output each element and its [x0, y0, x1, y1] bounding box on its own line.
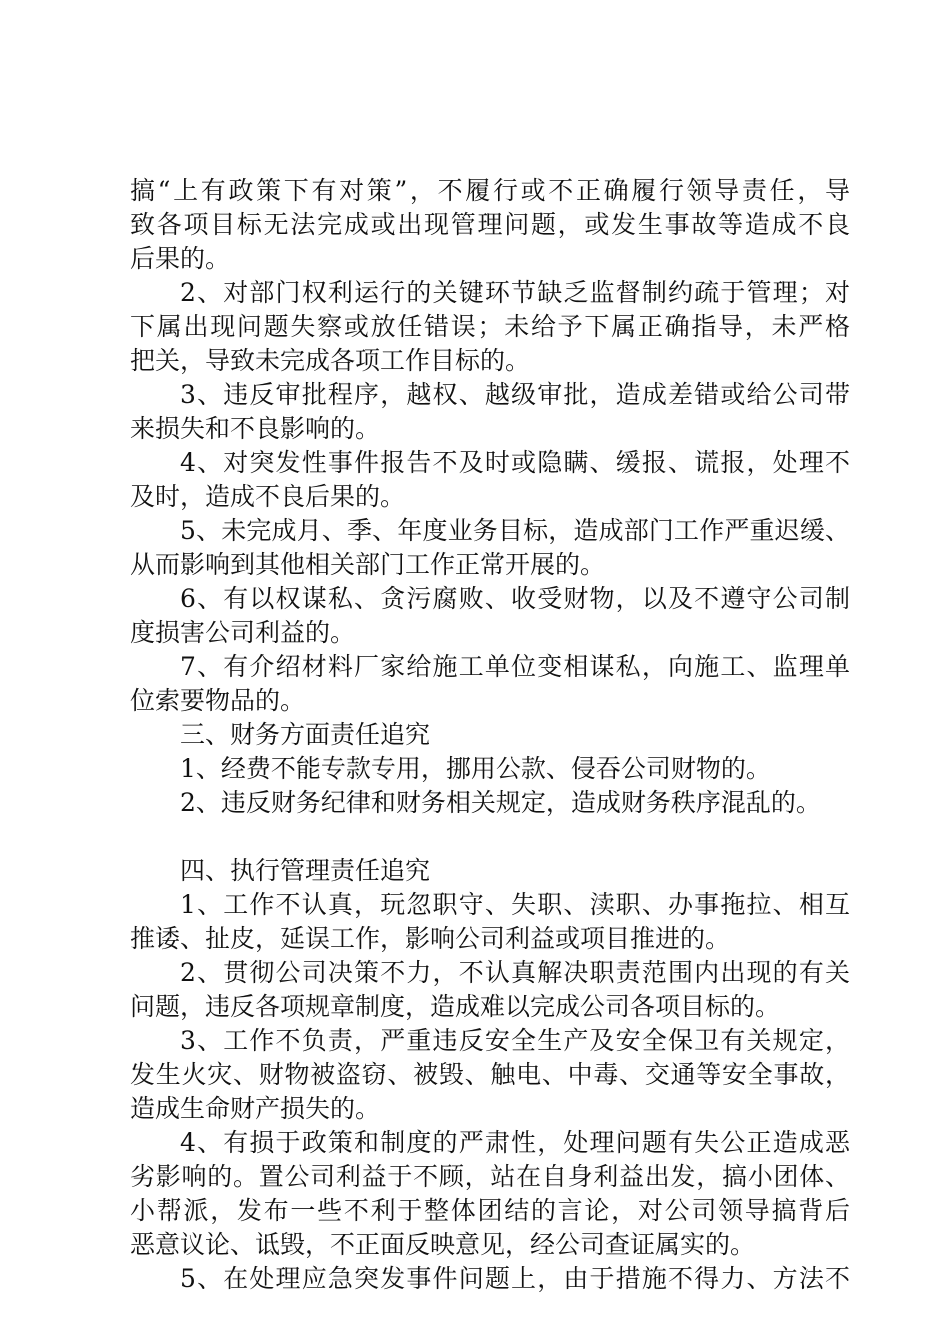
- text-line: 3、违反审批程序，越权、越级审批，造成差错或给公司带: [180, 380, 850, 409]
- text-line: 2、贯彻公司决策不力，不认真解决职责范围内出现的有关: [180, 958, 850, 987]
- text-line: 6、有以权谋私、贪污腐败、收受财物，以及不遵守公司制: [180, 584, 850, 613]
- text-line: 位索要物品的。: [130, 686, 306, 715]
- text-line: 及时，造成不良后果的。: [130, 482, 406, 511]
- text-line: 5、在处理应急突发事件问题上，由于措施不得力、方法不: [180, 1264, 850, 1293]
- paragraph-gap: [130, 820, 850, 854]
- text-line: 搞“上有政策下有对策”，不履行或不正确履行领导责任，导: [130, 176, 850, 205]
- text-line: 后果的。: [130, 244, 231, 273]
- text-line: 从而影响到其他相关部门工作正常开展的。: [130, 550, 606, 579]
- text-line: 4、对突发性事件报告不及时或隐瞒、缓报、谎报，处理不: [180, 448, 850, 477]
- text-line: 恶意议论、诋毁，不正面反映意见，经公司查证属实的。: [130, 1230, 756, 1259]
- document-body: [130, 174, 850, 1296]
- text-line: 7、有介绍材料厂家给施工单位变相谋私，向施工、监理单: [180, 652, 850, 681]
- text-line: 致各项目标无法完成或出现管理问题，或发生事故等造成不良: [130, 210, 850, 239]
- text-line: 造成生命财产损失的。: [130, 1094, 381, 1123]
- text-line: 四、执行管理责任追究: [180, 856, 431, 885]
- text-line: 推诿、扯皮，延误工作，影响公司利益或项目推进的。: [130, 924, 731, 953]
- text-line: 5、未完成月、季、年度业务目标，造成部门工作严重迟缓、: [180, 516, 850, 545]
- text-line: 三、财务方面责任追究: [180, 720, 431, 749]
- text-line: 1、工作不认真，玩忽职守、失职、渎职、办事拖拉、相互: [180, 890, 850, 919]
- text-line: 劣影响的。置公司利益于不顾，站在自身利益出发，搞小团体、: [130, 1162, 850, 1191]
- text-line: 发生火灾、财物被盗窃、被毁、触电、中毒、交通等安全事故，: [130, 1060, 850, 1089]
- text-line: 度损害公司利益的。: [130, 618, 356, 647]
- text-line: 把关，导致未完成各项工作目标的。: [130, 346, 531, 375]
- text-line: 下属出现问题失察或放任错误；未给予下属正确指导，未严格: [130, 312, 850, 341]
- text-line: 来损失和不良影响的。: [130, 414, 381, 443]
- text-line: 2、对部门权利运行的关键环节缺乏监督制约疏于管理；对: [180, 278, 850, 307]
- text-line: 小帮派，发布一些不利于整体团结的言论，对公司领导搞背后: [130, 1196, 850, 1225]
- text-line: 2、违反财务纪律和财务相关规定，造成财务秩序混乱的。: [180, 788, 821, 817]
- text-line: 1、经费不能专款专用，挪用公款、侵吞公司财物的。: [180, 754, 771, 783]
- text-line: 问题，违反各项规章制度，造成难以完成公司各项目标的。: [130, 992, 781, 1021]
- text-line: 3、工作不负责，严重违反安全生产及安全保卫有关规定，: [180, 1026, 850, 1055]
- text-line: 4、有损于政策和制度的严肃性，处理问题有失公正造成恶: [180, 1128, 850, 1157]
